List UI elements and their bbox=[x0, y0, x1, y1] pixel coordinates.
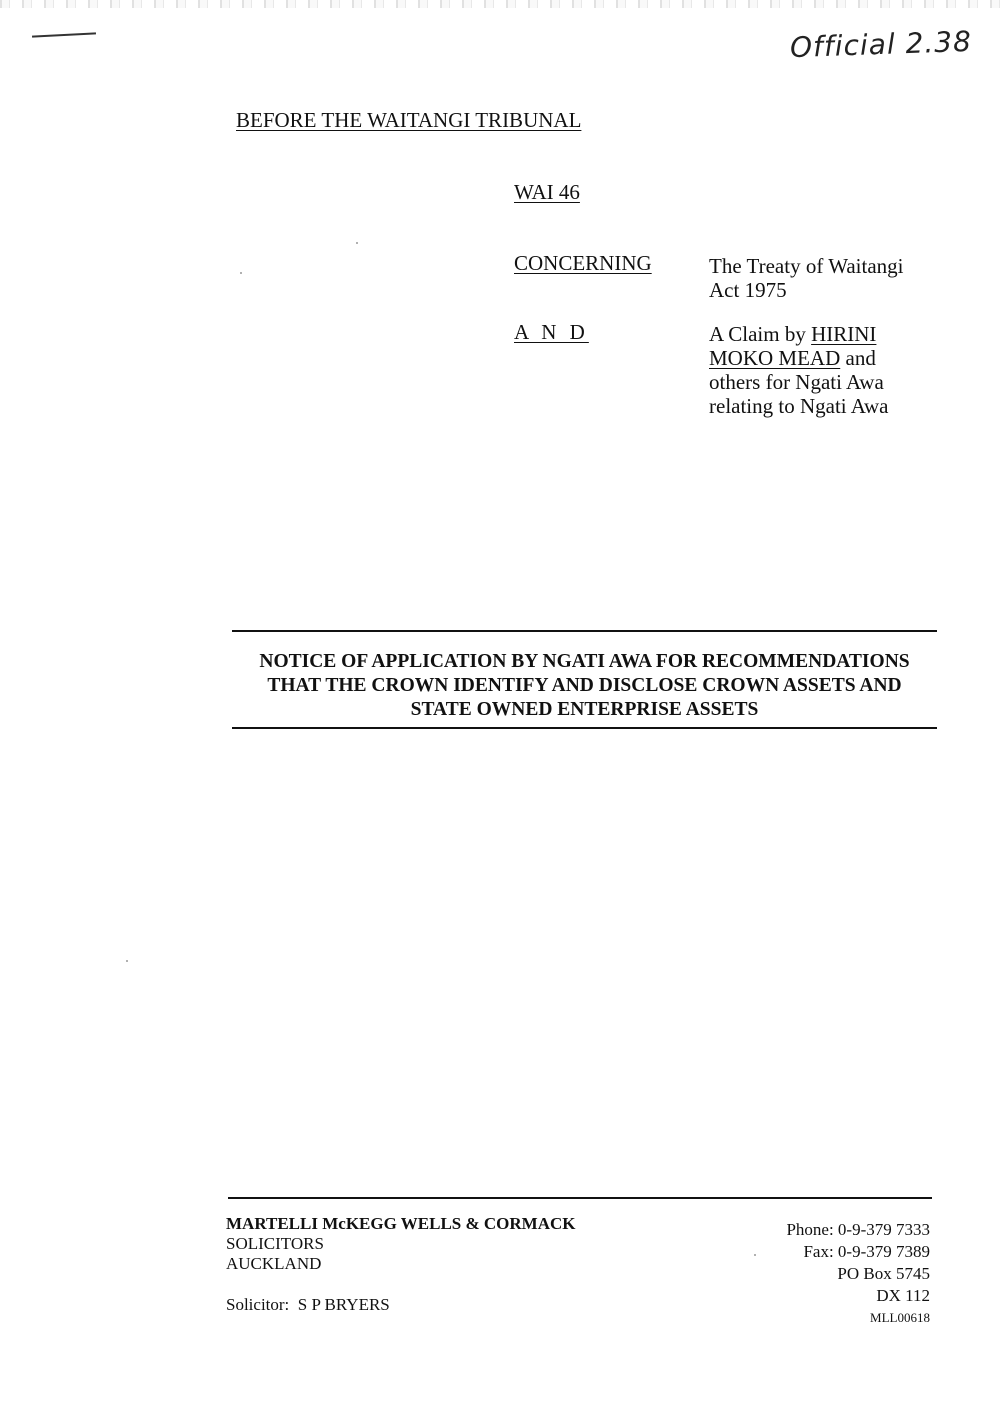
document-title-line: THAT THE CROWN IDENTIFY AND DISCLOSE CROWN ASSETS AND bbox=[267, 675, 902, 696]
scan-artifact-top-edge bbox=[0, 0, 1000, 8]
phone-number: Phone: 0-9-379 7333 bbox=[786, 1220, 930, 1239]
solicitor-label: Solicitor: bbox=[226, 1295, 290, 1314]
dx-number: DX 112 bbox=[876, 1286, 930, 1305]
concerning-description bbox=[709, 254, 949, 302]
fax-number: Fax: 0-9-379 7389 bbox=[803, 1242, 930, 1261]
solicitor-name: S P BRYERS bbox=[297, 1295, 390, 1314]
document-reference: MLL00618 bbox=[870, 1310, 930, 1325]
scan-speck bbox=[126, 960, 128, 962]
concerning-description-line: The Treaty of Waitangi bbox=[709, 254, 904, 278]
and-label: A N D bbox=[514, 320, 589, 344]
firm-block bbox=[226, 1214, 576, 1274]
contact-block bbox=[786, 1219, 930, 1329]
firm-role: SOLICITORS bbox=[226, 1234, 324, 1253]
po-box: PO Box 5745 bbox=[837, 1264, 930, 1283]
claimant-name-part2: MOKO MEAD bbox=[709, 346, 841, 370]
document-title bbox=[232, 650, 937, 722]
concerning-label: CONCERNING bbox=[514, 251, 652, 275]
document-title-line: STATE OWNED ENTERPRISE ASSETS bbox=[410, 699, 759, 720]
tribunal-heading: BEFORE THE WAITANGI TRIBUNAL bbox=[236, 108, 582, 132]
claim-line-2 bbox=[709, 346, 949, 370]
claim-description bbox=[709, 322, 949, 418]
document-title-line: NOTICE OF APPLICATION BY NGATI AWA FOR RECOMMENDATIONS bbox=[259, 651, 910, 672]
scan-speck bbox=[356, 242, 358, 244]
firm-city: AUCKLAND bbox=[226, 1254, 322, 1273]
solicitor-line bbox=[226, 1295, 390, 1315]
claim-suffix: and bbox=[840, 346, 876, 370]
scan-speck bbox=[240, 272, 242, 274]
scan-speck bbox=[754, 1254, 756, 1256]
claim-line-1 bbox=[709, 322, 949, 346]
claim-description-line: others for Ngati Awa bbox=[709, 370, 884, 394]
wai-number: WAI 46 bbox=[514, 180, 580, 204]
handwritten-annotation: Official 2.38 bbox=[789, 24, 973, 65]
claim-description-line: relating to Ngati Awa bbox=[709, 394, 889, 418]
footer-rule bbox=[228, 1197, 932, 1199]
title-bottom-rule bbox=[232, 727, 937, 729]
claimant-name-part1: HIRINI bbox=[811, 322, 877, 346]
title-top-rule bbox=[232, 630, 937, 632]
scan-artifact-mark bbox=[32, 32, 96, 37]
claim-prefix: A Claim by bbox=[709, 322, 812, 346]
firm-name: MARTELLI McKEGG WELLS & CORMACK bbox=[226, 1214, 576, 1233]
concerning-description-line: Act 1975 bbox=[709, 278, 787, 302]
